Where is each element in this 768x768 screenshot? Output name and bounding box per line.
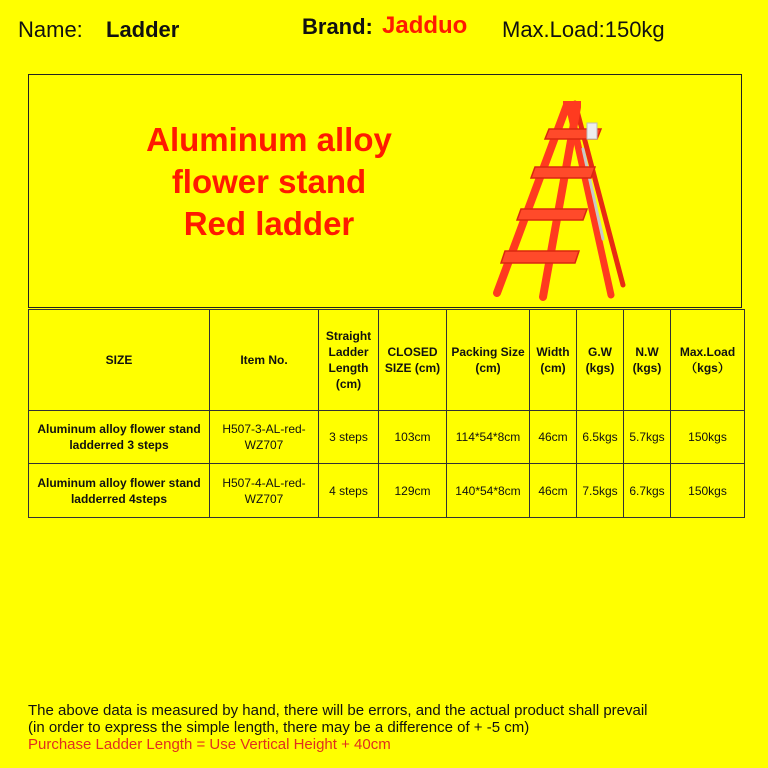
banner-line-3: Red ladder [183,205,355,242]
header-size: SIZE [29,310,210,411]
cell-closed-size: 129cm [379,464,447,518]
cell-size: Aluminum alloy flower stand ladderred 3 steps [29,411,210,464]
header-width: Width (cm) [530,310,577,411]
cell-size: Aluminum alloy flower stand ladderred 4steps [29,464,210,518]
banner-line-2: flower stand [171,163,367,200]
footer-note-3: Purchase Ladder Length = Use Vertical Height + 40cm [28,736,391,753]
footer-note-2: (in order to express the simple length, there may be a difference of + -5 cm) [28,719,530,736]
cell-straight-length: 3 steps [319,411,379,464]
name-label: Name: [18,17,83,42]
table-header-row [29,310,745,411]
header-closed-size: CLOSED SIZE (cm) [379,310,447,411]
cell-nw: 6.7kgs [624,464,671,518]
table-row [29,411,745,464]
cell-width: 46cm [530,464,577,518]
cell-item-no: H507-4-AL-red-WZ707 [210,464,319,518]
name-value: Ladder [106,17,180,42]
cell-width: 46cm [530,411,577,464]
product-banner [28,74,742,308]
brand-value: Jadduo [382,12,468,39]
header-nw: N.W (kgs) [624,310,671,411]
header [0,14,768,48]
cell-closed-size: 103cm [379,411,447,464]
footer-note-1: The above data is measured by hand, there will be errors, and the actual product shall prevail [28,702,648,719]
header-gw: G.W (kgs) [577,310,624,411]
cell-packing-size: 140*54*8cm [447,464,530,518]
spec-table [28,309,745,518]
cell-gw: 6.5kgs [577,411,624,464]
cell-max-load: 150kgs [671,464,745,518]
header-item-no: Item No. [210,310,319,411]
cell-gw: 7.5kgs [577,464,624,518]
table-row [29,464,745,518]
banner-line-1: Aluminum alloy [146,121,392,158]
cell-item-no: H507-3-AL-red-WZ707 [210,411,319,464]
header-packing-size: Packing Size (cm) [447,310,530,411]
brand-label: Brand: [302,14,373,39]
cell-max-load: 150kgs [671,411,745,464]
cell-straight-length: 4 steps [319,464,379,518]
cell-nw: 5.7kgs [624,411,671,464]
cell-packing-size: 114*54*8cm [447,411,530,464]
header-max-load: Max.Load （kgs） [671,310,745,411]
ladder-image [491,99,631,305]
max-load-text: Max.Load:150kg [502,17,665,42]
header-straight-length: Straight Ladder Length (cm) [319,310,379,411]
footer-notes [28,702,748,753]
